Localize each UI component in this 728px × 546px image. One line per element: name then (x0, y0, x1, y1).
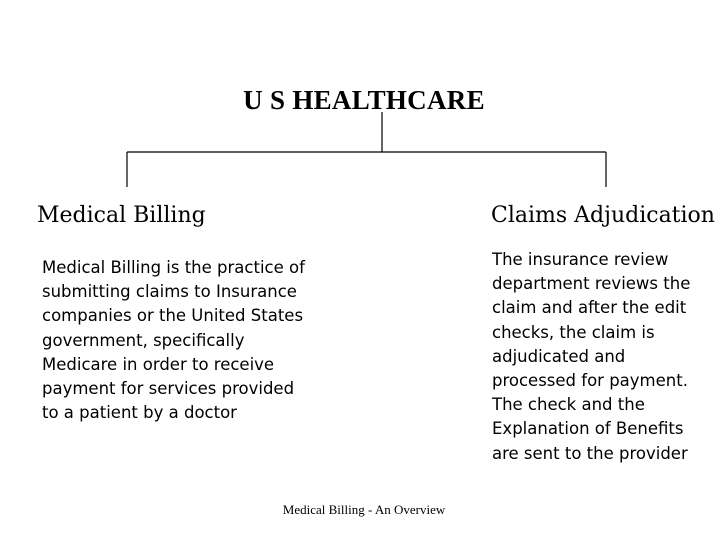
slide-footer (0, 502, 728, 518)
diagram-title: U S HEALTHCARE (243, 85, 485, 115)
branch-heading-claims-adjudication: Claims Adjudication (491, 203, 715, 228)
branch-heading-medical-billing: Medical Billing (37, 203, 206, 228)
branch-description-medical-billing: Medical Billing is the practice of submitting claims to Insurance companies or the United States government, specifically Medicare in order to receive payment for services provided to a patient by a doctor (42, 258, 305, 423)
footer-text: Medical Billing - An Overview (282, 502, 446, 517)
branch-description-claims-adjudication: The insurance review department reviews the claim and after the edit checks, the claim is adjudicated and processed for payment. The check and the Explanation of Benefits are sent to the provider (492, 250, 691, 463)
